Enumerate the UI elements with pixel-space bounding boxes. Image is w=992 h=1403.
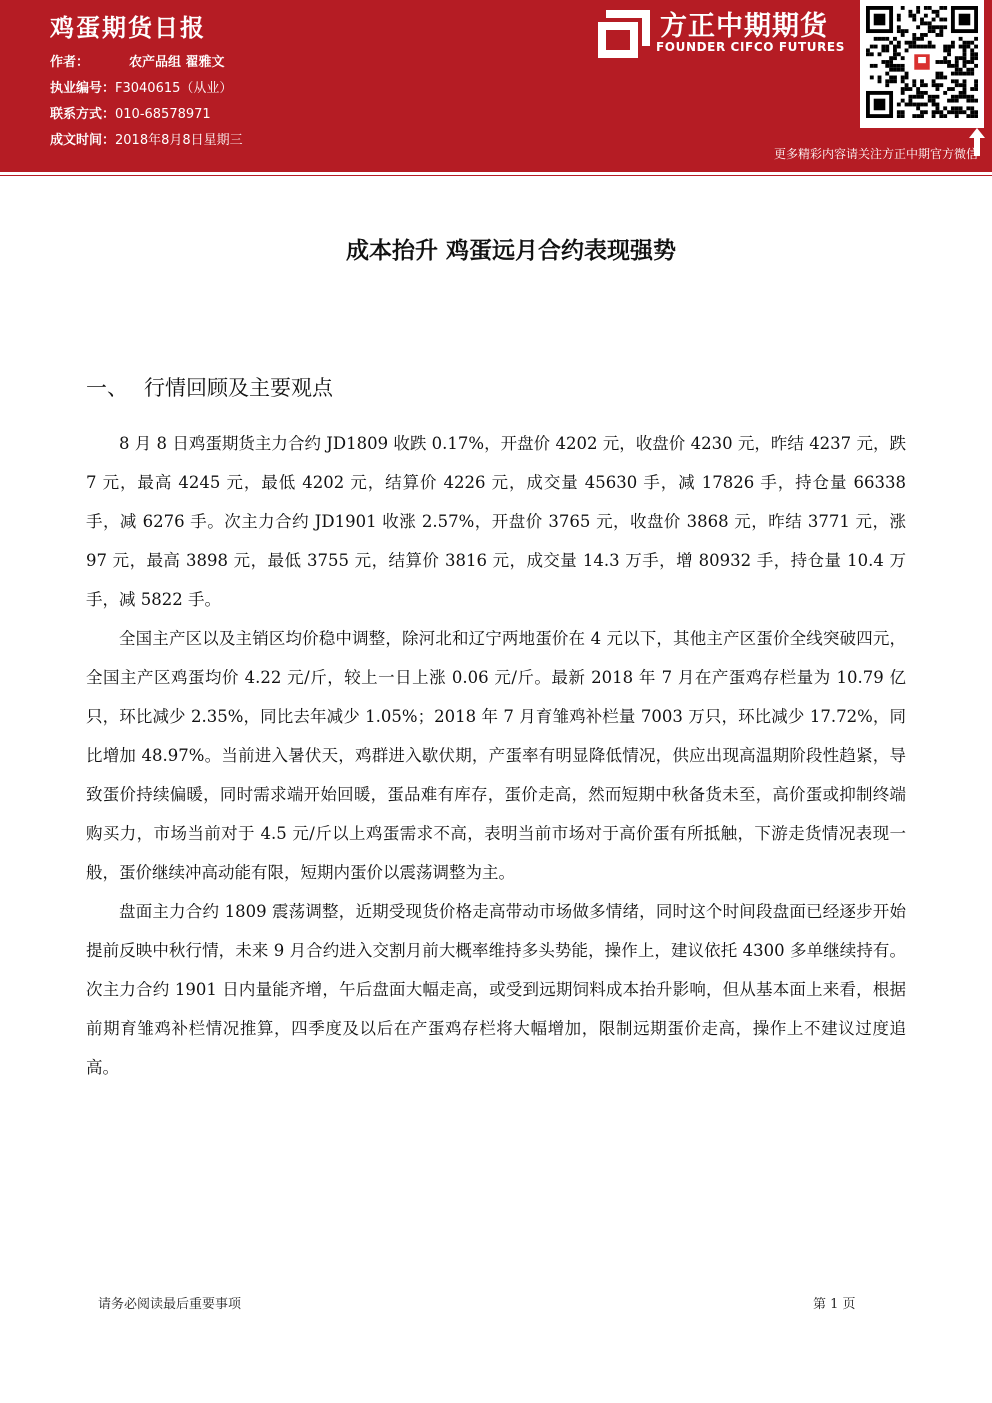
section-heading — [86, 372, 333, 402]
section-number: 一、 — [86, 376, 128, 400]
date-value: 2018年8月8日星期三 — [115, 133, 243, 148]
report-content — [86, 424, 906, 1087]
contact-label: 联系方式： — [50, 107, 116, 122]
page-number: 第 1 页 — [813, 1297, 856, 1312]
license-label: 执业编号： — [50, 81, 116, 96]
report-title: 鸡蛋期货日报 — [50, 14, 206, 42]
paragraph-market-review: 8 月 8 日鸡蛋期货主力合约 JD1809 收跌 0.17%，开盘价 4202 元，收盘价 4230 元，昨结 4237 元，跌 7 元，最高 4245 元，最低 4202 元，结算价 4226 元，成交量 45630 手，减 17826 手，持仓量 66338 手，减 6276 手。次主力合约 JD1901 收涨 2.57%，开盘价 3765 元，收盘价 3868 元，昨结 3771 元，涨 97 元，最高 3898 元，最低 3755 元，结算价 3816 元，成交量 14.3 万手，增 80932 手，持仓量 10.4 万手，减 5822 手。 — [86, 434, 906, 609]
logo-chinese-name: 方正中期期货 — [660, 11, 828, 42]
contact-value: 010-68578971 — [115, 107, 211, 122]
founder-logo-icon — [598, 10, 650, 58]
contact-row — [50, 105, 211, 125]
author-label: 作者： — [50, 55, 90, 70]
document-title: 成本抬升 鸡蛋远月合约表现强势 — [345, 238, 676, 264]
report-header — [0, 0, 992, 168]
wechat-qr-code — [860, 0, 984, 128]
author-value: 农产品组 翟雅文 — [129, 55, 225, 70]
license-value: F3040615（从业） — [115, 81, 233, 96]
paragraph-spot-analysis: 全国主产区以及主销区均价稳中调整，除河北和辽宁两地蛋价在 4 元以下，其他主产区蛋价全线突破四元，全国主产区鸡蛋均价 4.22 元/斤，较上一日上涨 0.06 元/斤。最新 2018 年 7 月在产蛋鸡存栏量为 10.79 亿只，环比减少 2.35%，同比去年减少 1.05%；2018 年 7 月育雏鸡补栏量 7003 万只，环比减少 17.72%，同比增加 48.97%。当前进入暑伏天，鸡群进入歇伏期，产蛋率有明显降低情况，供应出现高温期阶段性趋紧，导致蛋价持续偏暖，同时需求端开始回暖，蛋品难有库存，蛋价走高，然而短期中秋备货未至，高价蛋或抑制终端购买力，市场当前对于 4.5 元/斤以上鸡蛋需求不高，表明当前市场对于高价蛋有所抵触，下游走货情况表现一般，蛋价继续冲高动能有限，短期内蛋价以震荡调整为主。 — [86, 629, 906, 882]
header-divider-thin — [0, 175, 992, 176]
header-divider — [0, 168, 992, 172]
logo-english-name: FOUNDER CIFCO FUTURES — [656, 40, 845, 54]
footer-disclaimer: 请务必阅读最后重要事项 — [98, 1297, 242, 1312]
follow-wechat-text: 更多精彩内容请关注方正中期官方微信 — [773, 147, 978, 161]
section-title: 行情回顾及主要观点 — [144, 376, 333, 400]
paragraph-strategy: 盘面主力合约 1809 震荡调整，近期受现货价格走高带动市场做多情绪，同时这个时间段盘面已经逐步开始提前反映中秋行情，未来 9 月合约进入交割月前大概率维持多头势能，操作上，建议依托 4300 多单继续持有。次主力合约 1901 日内量能齐增，午后盘面大幅走高，或受到远期饲料成本抬升影响，但从基本面上来看，根据前期育雏鸡补栏情况推算，四季度及以后在产蛋鸡存栏将大幅增加，限制远期蛋价走高，操作上不建议过度追高。 — [86, 902, 906, 1077]
author-row — [50, 53, 225, 73]
license-row — [50, 79, 232, 99]
qr-code-icon — [866, 6, 978, 118]
date-label: 成文时间： — [50, 133, 116, 148]
date-row — [50, 131, 243, 151]
